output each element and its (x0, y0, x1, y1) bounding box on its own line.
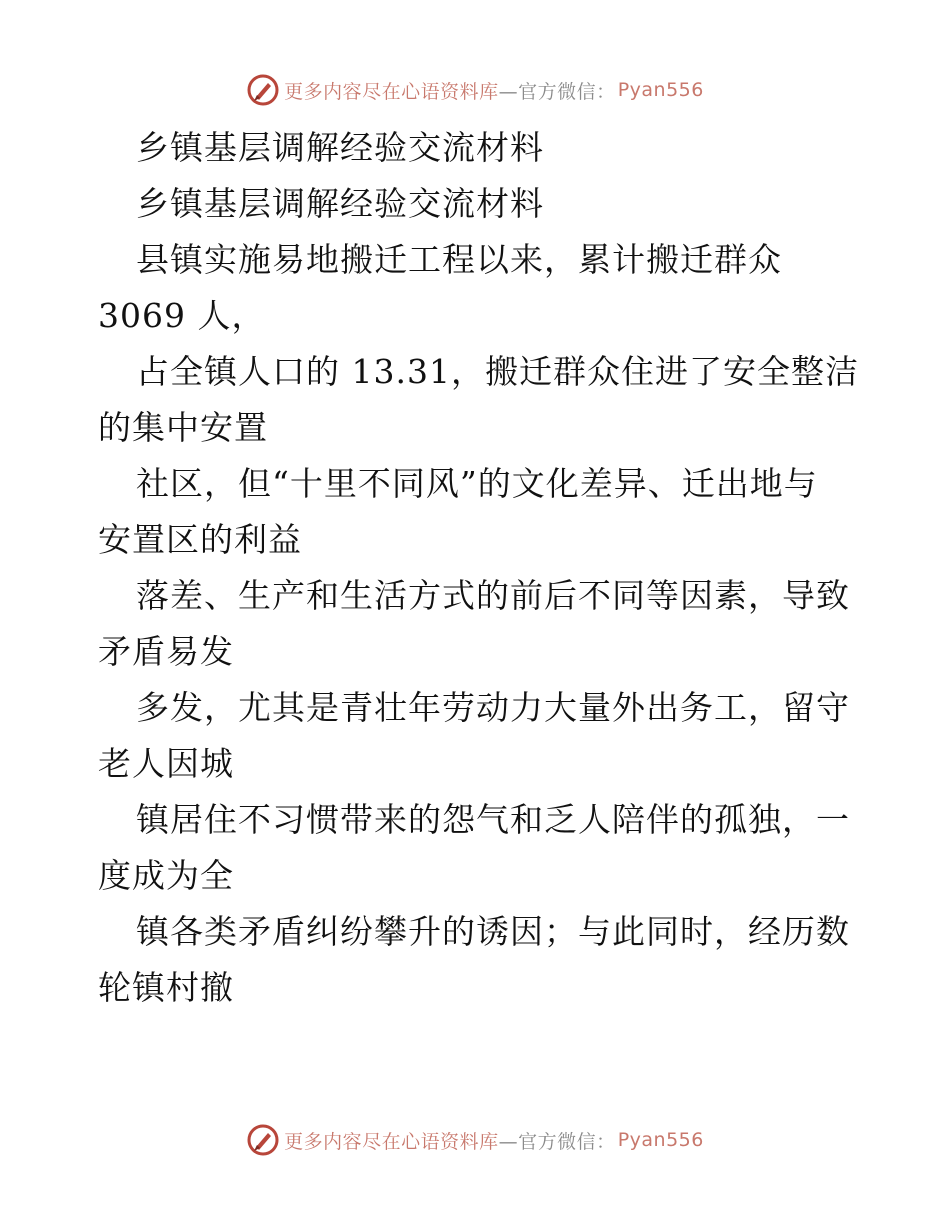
document-line: 镇各类矛盾纠纷攀升的诱因；与此同时，经历数 (136, 912, 850, 951)
document-line: 安置区的利益 (98, 520, 302, 559)
footer-banner-wechat-id: Pyan556 (617, 1129, 704, 1151)
document-line: 轮镇村撤 (98, 968, 234, 1007)
document-line: 社区，但“十里不同风”的文化差异、迁出地与 (136, 464, 818, 503)
header-banner-title: 更多内容尽在心语资料库 (284, 80, 499, 103)
footer-banner-subtitle: —官方微信： (498, 1130, 616, 1153)
document-line: 落差、生产和生活方式的前后不同等因素，导致 (136, 576, 850, 615)
document-body (98, 120, 858, 1016)
document-line: 的集中安置 (98, 408, 268, 447)
document-line: 度成为全 (98, 856, 234, 895)
pen-logo-icon (246, 1123, 280, 1157)
footer-banner-title: 更多内容尽在心语资料库 (284, 1130, 499, 1153)
header-banner (0, 70, 950, 110)
pen-logo-icon (246, 73, 280, 107)
document-line: 乡镇基层调解经验交流材料 (136, 128, 544, 167)
document-line: 镇居住不习惯带来的怨气和乏人陪伴的孤独，一 (136, 800, 850, 839)
document-line: 多发，尤其是青壮年劳动力大量外出务工，留守 (136, 688, 850, 727)
document-line: 乡镇基层调解经验交流材料 (136, 184, 544, 223)
document-line: 3069 人， (98, 296, 266, 335)
document-line: 老人因城 (98, 744, 234, 783)
document-line: 县镇实施易地搬迁工程以来，累计搬迁群众 (136, 240, 782, 279)
document-line: 占全镇人口的 13.31，搬迁群众住进了安全整洁 (136, 352, 859, 391)
document-line: 矛盾易发 (98, 632, 234, 671)
header-banner-wechat-id: Pyan556 (617, 79, 704, 101)
footer-banner (0, 1120, 950, 1160)
header-banner-subtitle: —官方微信： (498, 80, 616, 103)
